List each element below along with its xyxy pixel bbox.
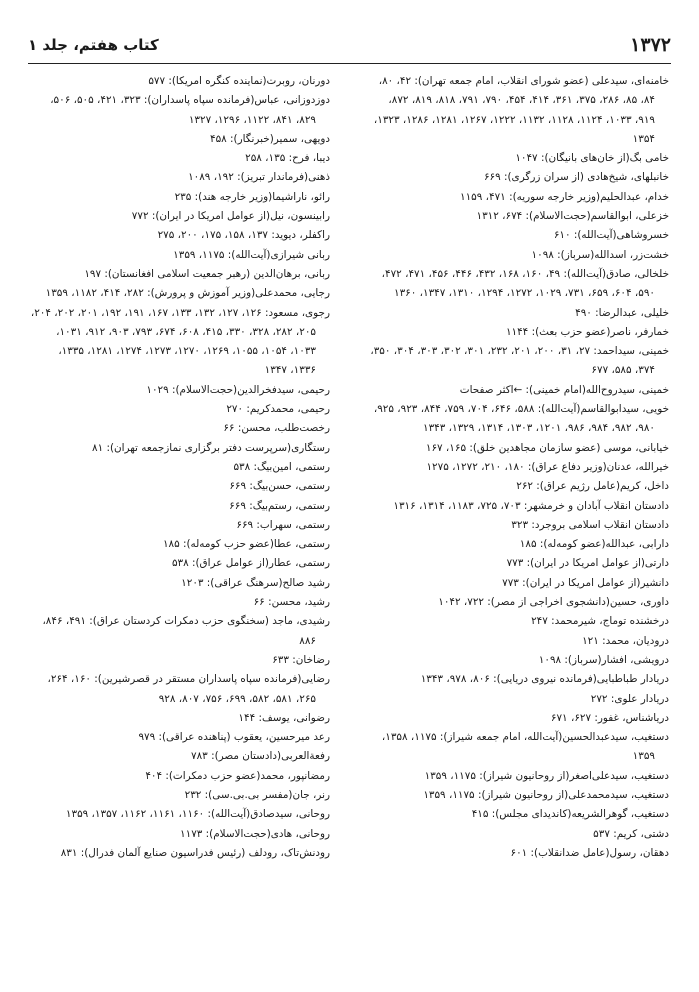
index-entry: رودنش‌تاک، رودلف (رئیس فدراسیون صنایع آلمان فدرال): ۸۳۱ (60, 846, 330, 859)
index-entry: رنر، جان(مفسر بی.بی.سی): ۲۳۲ (184, 788, 330, 801)
index-entry: رستمی، عطار(از عوامل عراق): ۵۳۸ (171, 557, 330, 570)
index-entry: خیابانی، موسی (عضو سازمان مجاهدین خلق): ۱۶۵، ۱۶۷ (425, 441, 669, 454)
index-entry: راکفلر، دیوید: ۱۳۷، ۱۵۸، ۱۷۵، ۲۰۰، ۲۷۵ (157, 229, 330, 242)
index-entry: دانشیر(از عوامل امریکا در ایران): ۷۷۳ (502, 576, 669, 589)
index-entry: رستمی، سهراب: ۶۶۹ (236, 518, 330, 531)
index-entry: خمینی، سیدروح‌الله(امام خمینی): ←اکثر صفحات (459, 383, 669, 396)
index-entry: دریاشناس، غفور: ۶۲۷، ۶۷۱ (550, 711, 669, 724)
index-entry: دویهی، سمیر(خبرنگار): ۴۵۸ (210, 132, 330, 145)
index-entry: رحیمی، محمدکریم: ۲۷۰ (226, 403, 330, 416)
index-entry: دیبا، فرح: ۱۳۵، ۲۵۸ (245, 152, 330, 165)
index-entry: دورنان، روبرت(نماینده کنگره امریکا): ۵۷۷ (148, 75, 330, 87)
header-rule (28, 63, 671, 64)
index-entry: خامنه‌ای، سیدعلی (عضو شورای انقلاب، امام جمعه تهران): ۴۲، ۸۰، ۸۴، ۸۵، ۲۸۶، ۳۷۵، ۳۶۱، ۴۱۴، ۴۵۴، ۷۹۰، ۷۹۱، ۸۱۸، ۸۱۹، ۸۷۲، ۹۱۹، ۱۰۳۳، ۱۱۲۴، ۱۱۲۸، ۱۱۳۲، ۱۲۲۲، ۱۲۶۷، ۱۲۸۱، ۱۲۸۶، ۱۳۲۳، ۱۳۵۴ (373, 75, 669, 145)
index-entry: دوزدوزانی، عباس(فرمانده سپاه پاسداران): ۳۲۳، ۴۲۱، ۵۰۵، ۵۰۶، ۸۲۹، ۸۴۱، ۱۱۲۲، ۱۲۹۶، ۱۳۲۷ (50, 94, 330, 126)
index-entry: رشید صالح(سرهنگ عراقی): ۱۲۰۳ (181, 576, 330, 589)
page-number: ۱۳۷۲ (630, 34, 671, 56)
index-entry: دستغیب، سیدمحمدعلی(از روحانیون شیراز): ۱۱۷۵، ۱۳۵۹ (423, 788, 669, 801)
index-entry: رستگاری(سرپرست دفتر برگزاری نمازجمعه تهران): ۸۱ (91, 441, 330, 454)
index-entry: خشت‌زر، اسدالله(سرباز): ۱۰۹۸ (531, 248, 669, 261)
index-entry: درخشنده توماج، شیرمحمد: ۲۴۷ (531, 615, 669, 628)
index-entry: خسروشاهی(آیت‌الله): ۶۱۰ (553, 229, 669, 242)
index-entry: خیرالله، عدنان(وزیر دفاع عراق): ۱۸۰، ۲۱۰، ۱۲۷۲، ۱۲۷۵ (426, 460, 669, 473)
index-entry: داخل، کریم(عامل رژیم عراق): ۲۶۲ (516, 480, 669, 493)
index-entry: دستغیب، سیدعبدالحسین(آیت‌الله، امام جمعه شیراز): ۱۱۷۵، ۱۳۵۸، ۱۳۵۹ (381, 731, 669, 763)
index-entry: خمینی، سیداحمد: ۲۷، ۳۱، ۲۰۰، ۲۰۱، ۲۳۲، ۳۰۱، ۳۰۲، ۳۰۳، ۳۰۴، ۳۵۰، ۳۷۴، ۵۸۵، ۶۷۷ (370, 345, 669, 377)
index-entry: خلخالی، صادق(آیت‌الله): ۴۹، ۱۶۰، ۱۶۸، ۴۳۲، ۴۴۶، ۴۵۶، ۴۷۱، ۴۷۲، ۵۹۰، ۶۰۴، ۶۵۹، ۷۳۱، ۱۰۲۹، ۱۲۷۲، ۱۲۹۴، ۱۳۱۰، ۱۳۴۷، ۱۳۶۰ (381, 267, 669, 300)
index-entry: رجایی، محمدعلی(وزیر آموزش و پرورش): ۲۸۲، ۴۱۴، ۱۱۸۲، ۱۳۵۹ (45, 287, 330, 300)
index-entry: دریادار علوی: ۲۷۲ (590, 692, 669, 705)
page-header (28, 34, 671, 60)
index-entry: رستمی، حسن‌بیگ: ۶۶۹ (229, 480, 330, 493)
index-entry: رخصت‌طلب، محسن: ۶۶ (223, 422, 330, 435)
index-entry: رضوانی، یوسف: ۱۴۴ (238, 711, 330, 724)
index-entry: داوری، حسین(دانشجوی اخراجی از مصر): ۷۲۲، ۱۰۴۲ (438, 596, 669, 609)
index-entry: خدام، عبدالحلیم(وزیر خارجه سوریه): ۴۷۱، ۱۱۵۹ (460, 190, 669, 203)
index-entry: دادستان انقلاب اسلامی بروجرد: ۳۲۳ (511, 518, 669, 531)
index-entry: دستغیب، گوهرالشریعه(کاندیدای مجلس): ۴۱۵ (471, 808, 669, 821)
index-entry: رشید، محسن: ۶۶ (253, 596, 330, 609)
index-entry: رشیدی، ماجد (سخنگوی حزب دمکرات کردستان عراق): ۴۹۱، ۸۴۶، ۸۸۶ (42, 615, 330, 647)
index-entry: رستمی، رستم‌بیگ: ۶۶۹ (229, 499, 330, 512)
index-entry: رضایی(فرمانده سپاه پاسداران مستقر در قصرشیرین): ۱۶۰، ۲۶۴، ۲۶۵، ۵۸۱، ۵۸۲، ۶۹۹، ۷۵۶، ۸۰۷، ۹۲۸ (47, 673, 330, 705)
index-entry: درویشی، افشار(سرباز): ۱۰۹۸ (538, 653, 669, 666)
index-entry: رستمی، عطا(عضو حزب کومه‌له): ۱۸۵ (162, 538, 330, 551)
index-entry: دهقان، رسول(عامل ضدانقلاب): ۶۰۱ (510, 846, 669, 859)
index-entry: رعد میرحسین، یعقوب (پناهنده عراقی): ۹۷۹ (138, 731, 330, 744)
index-entry: رفعةالعربی(دادستان مصر): ۷۸۳ (191, 750, 330, 763)
index-entry: خویی، سیدابوالقاسم(آیت‌الله): ۵۸۸، ۶۴۶، ۷۰۴، ۷۵۹، ۸۴۴، ۹۲۳، ۹۲۵، ۹۸۰، ۹۸۲، ۹۸۴، ۹۸۶، ۱۲۰۱، ۱۳۰۳، ۱۳۱۴، ۱۳۲۹، ۱۳۴۳ (373, 403, 669, 435)
index-column-right (369, 72, 669, 977)
index-entry: دستغیب، سیدعلی‌اصغر(از روحانیون شیراز): ۱۱۷۵، ۱۳۵۹ (424, 769, 669, 782)
index-entry: روحانی، هادی(حجت‌الاسلام): ۱۱۷۳ (180, 827, 330, 840)
index-entry: رمضانپور، محمد(عضو حزب دمکرات): ۴۰۴ (145, 769, 330, 782)
index-entry: دارابی، عبدالله(عضو کومه‌له): ۱۸۵ (519, 538, 669, 551)
index-entry: ربانی، برهان‌الدین (رهبر جمعیت اسلامی افغانستان): ۱۹۷ (84, 267, 330, 280)
index-entry: رابینسون، نیل(از عوامل امریکا در ایران): ۷۷۲ (131, 210, 330, 223)
index-entry: رستمی، امین‌بیگ: ۵۳۸ (233, 460, 330, 473)
index-entry: دشتی، کریم: ۵۳۷ (593, 827, 669, 840)
index-entry: خانبلهای، شیخ‌هادی (از سران زرگری): ۶۶۹ (483, 171, 669, 184)
index-entry: رضاخان: ۶۳۳ (272, 653, 330, 666)
index-entry: ربانی شیرازی(آیت‌الله): ۱۱۷۵، ۱۳۵۹ (173, 248, 330, 261)
index-column-left (30, 72, 330, 977)
index-entry: دادستان انقلاب آبادان و خرمشهر: ۷۰۳، ۷۲۵، ۱۱۸۳، ۱۳۱۴، ۱۳۱۶ (393, 499, 669, 512)
index-entry: رائو، ناراشیما(وزیر خارجه هند): ۲۳۵ (174, 190, 330, 203)
index-entry: روحانی، سیدصادق(آیت‌الله): ۱۱۶۰، ۱۱۶۱، ۱۱۶۲، ۱۳۵۷، ۱۳۵۹ (65, 808, 330, 821)
index-entry: رجوی، مسعود: ۱۲۶، ۱۲۷، ۱۳۲، ۱۳۳، ۱۶۷، ۱۹۱، ۱۹۲، ۲۰۱، ۲۰۲، ۲۰۴، ۲۰۵، ۲۸۲، ۳۲۸، ۳۳۰، ۴۱۵، ۶۰۸، ۶۷۴، ۷۹۳، ۹۰۳، ۹۱۲، ۱۰۳۱، ۱۰۳۳، ۱۰۵۴، ۱۰۵۵، ۱۲۶۹، ۱۲۷۰، ۱۲۷۳، ۱۲۷۴، ۱۲۸۱، ۱۳۳۵، ۱۳۳۶، ۱۳۴۷ (30, 306, 330, 377)
index-entry: خمارفر، ناصر(عضو حزب بعث): ۱۱۴۴ (505, 325, 669, 338)
index-entry: دارتی(از عوامل امریکا در ایران): ۷۷۳ (506, 557, 669, 570)
index-entry: خامی بگ(از خان‌های بانیگان): ۱۰۴۷ (515, 152, 669, 165)
index-entry: ذهنی(فرماندار تبریز): ۱۹۲، ۱۰۸۹ (188, 171, 330, 184)
index-entry: درودیان، محمد: ۱۲۱ (582, 634, 669, 647)
index-entry: دریادار طباطبایی(فرمانده نیروی دریایی): ۸۰۶، ۹۷۸، ۱۳۴۳ (420, 673, 669, 686)
index-entry: رحیمی، سیدفخرالدین(حجت‌الاسلام): ۱۰۲۹ (146, 383, 330, 396)
index-entry: خلیلی، عبدالرضا: ۴۹۰ (575, 306, 669, 319)
index-entry: خزعلی، ابوالقاسم(حجت‌الاسلام): ۶۷۴، ۱۳۱۲ (476, 210, 669, 223)
running-title: کتاب هفتم، جلد ۱ (28, 36, 159, 54)
